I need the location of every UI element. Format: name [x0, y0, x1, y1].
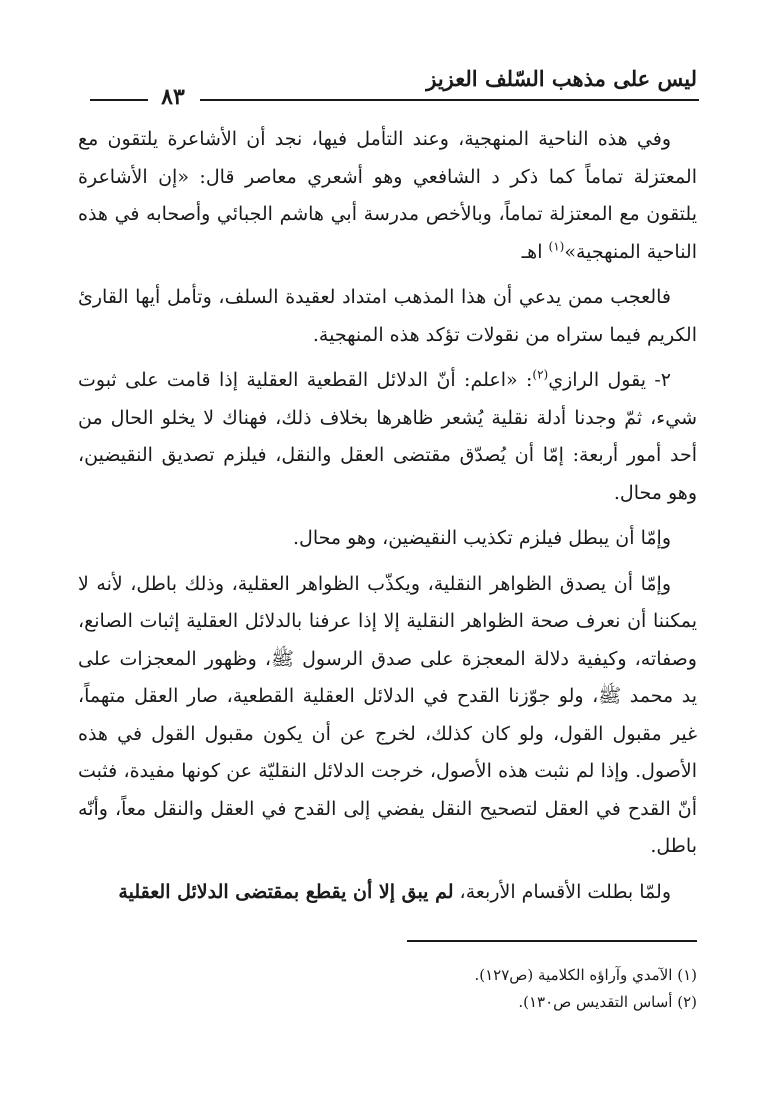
- footnote-1: (١) الآمدي وآراؤه الكلامية (ص١٢٧).: [474, 966, 697, 984]
- paragraph-4: وإمّا أن يبطل فيلزم تكذيب النقيضين، وهو محال.: [292, 527, 671, 549]
- paragraph-3: [78, 362, 697, 512]
- footnote-ref-1: (١): [548, 239, 565, 254]
- paragraph-1-end: اهـ: [521, 240, 549, 263]
- paragraph-3-start: ٢- يقول الرازي: [548, 369, 671, 391]
- paragraph-2: فالعجب ممن يدعي أن هذا المذهب امتداد لعقيدة السلف، وتأمل أيها القارئ الكريم فيما ستراه من نقولات تؤكد هذه المنهجية.: [78, 286, 697, 346]
- paragraph-6-bold: لم يبق إلا أن يقطع بمقتضى الدلائل العقلية: [118, 880, 454, 903]
- header-rule: [200, 99, 699, 101]
- footnotes: [78, 962, 697, 1016]
- page-number-rule: [90, 99, 148, 101]
- paragraph-1: [78, 121, 697, 271]
- page-number: ٨٣: [161, 84, 185, 110]
- footnote-ref-2: (٢): [532, 367, 549, 382]
- paragraph-6-start: ولمّا بطلت الأقسام الأربعة،: [453, 880, 671, 903]
- body-text: [78, 121, 697, 911]
- paragraph-5: وإمّا أن يصدق الظواهر النقلية، ويكذّب الظواهر العقلية، وذلك باطل، لأنه لا يمكننا أن نعرف صحة الظواهر النقلية إلا إذا عرفنا بالدلائل العقلية إثبات الصانع، وصفاته، وكيفية دلالة المعجزة على صدق الرسول ﷺ، وظهور المعجزات على يد محمد ﷺ، ولو جوّزنا القدح في الدلائل العقلية القطعية، صار العقل متهماً، غير مقبول القول، ولو كان كذلك، لخرج عن أن يكون مقبول القول في هذه الأصول. وإذا لم نثبت هذه الأصول، خرجت الدلائل النقليّة عن كونها مفيدة، فثبت أنّ القدح في العقل لتصحيح النقل يفضي إلى القدح في العقل والنقل معاً، وأنّه باطل.: [78, 572, 697, 857]
- paragraph-3-rest: : «اعلم: أنّ الدلائل القطعية العقلية إذا قامت على ثبوت شيء، ثمّ وجدنا أدلة نقلية يُشعر ظاهرها بخلاف ذلك، فهناك لا يخلو الحال من أحد أمور أربعة: إمّا أن يُصدّق مقتضى العقل والنقل، فيلزم تصديق النقيضين، وهو محال.: [78, 369, 697, 504]
- paragraph-6: [78, 874, 697, 912]
- paragraph-1-text: وفي هذه الناحية المنهجية، وعند التأمل فيها، نجد أن الأشاعرة يلتقون مع المعتزلة تماماً كما ذكر د الشافعي وهو أشعري معاصر قال: «إن الأشاعرة يلتقون مع المعتزلة تماماً، وبالأخص مدرسة أبي هاشم الجبائي وأصحابه في هذه الناحية المنهجية»: [78, 128, 697, 263]
- footnote-2: (٢) أساس التقديس ص١٣٠).: [518, 993, 697, 1011]
- running-title: ليس على مذهب السّلف العزيز: [426, 66, 697, 91]
- footnote-rule: [407, 940, 697, 942]
